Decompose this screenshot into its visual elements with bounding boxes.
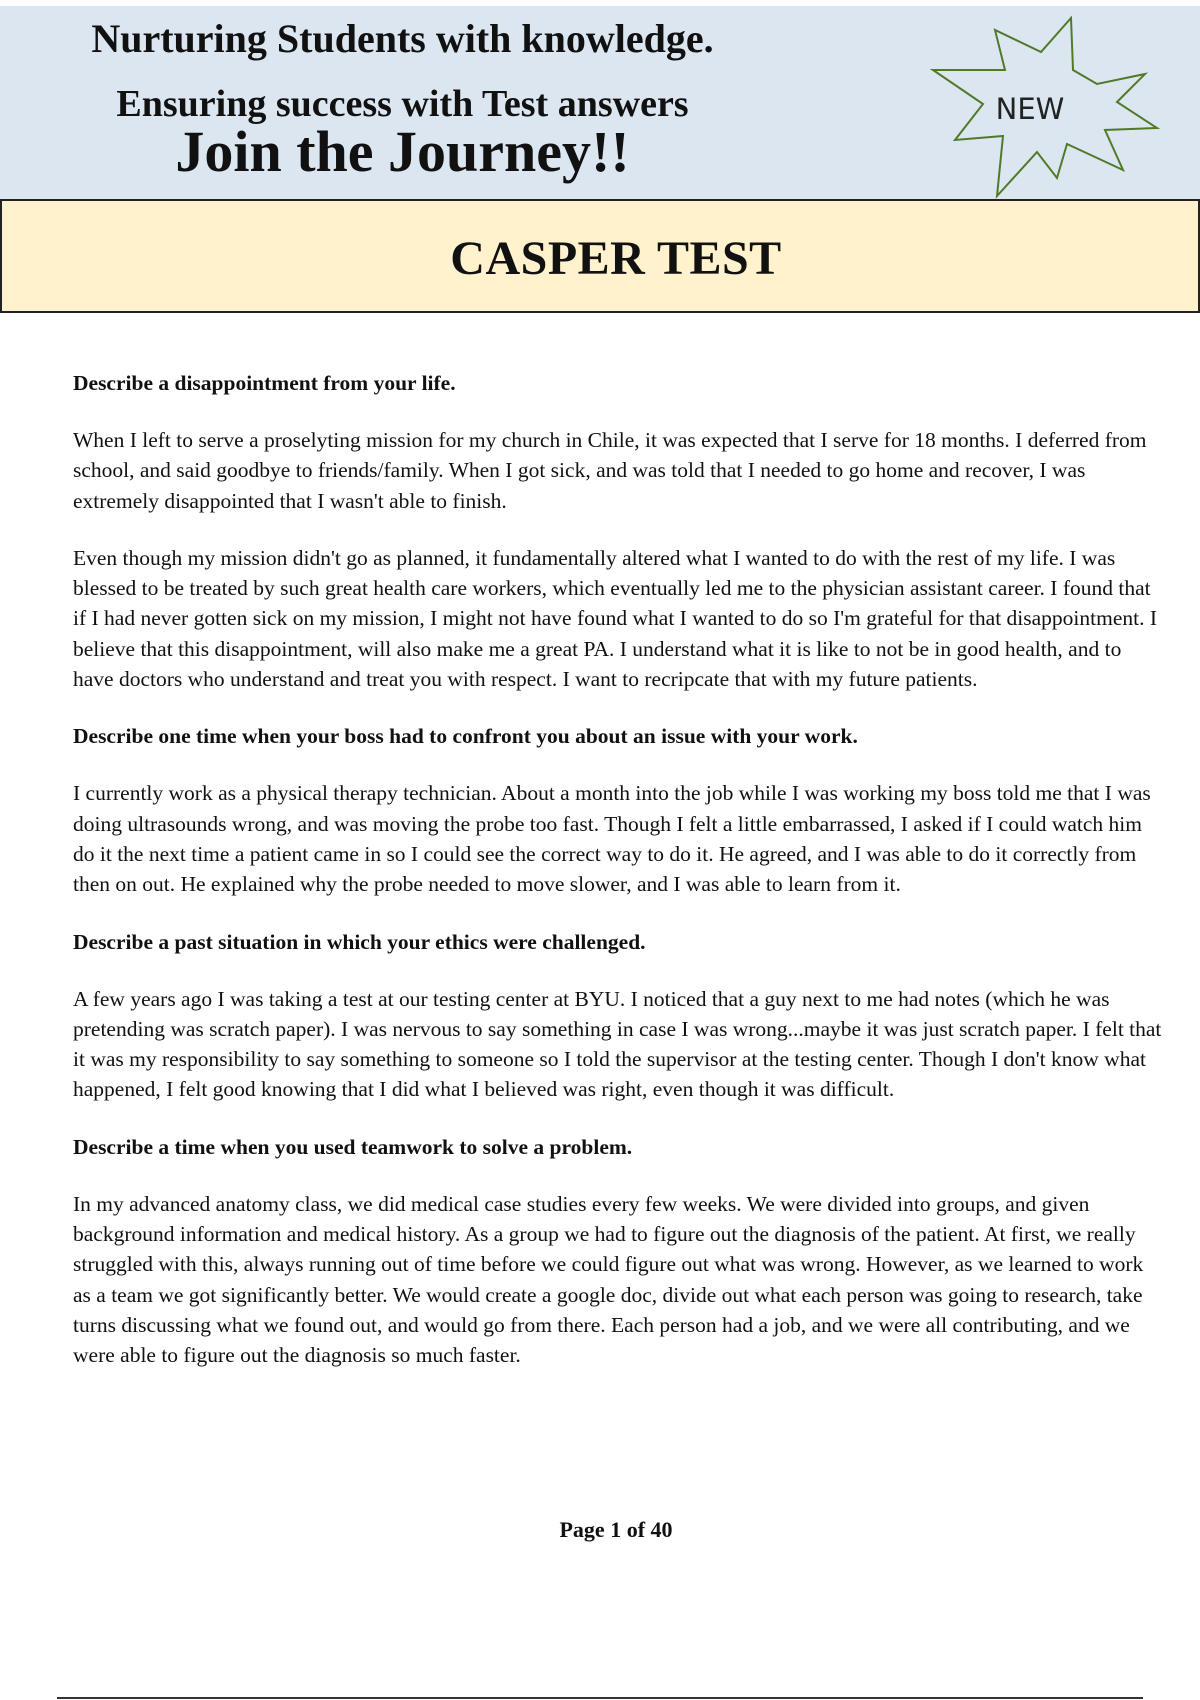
- qa-section: [73, 368, 1163, 694]
- answer-paragraph: A few years ago I was taking a test at our testing center at BYU. I noticed that a guy next to me had notes (which he was pretending was scratch paper). I was nervous to say something in case I was wrong...maybe it was just scratch paper. I felt that it was my responsibility to say something to someone so I told the supervisor at the testing center. Though I don't know what happened, I felt good knowing that I did what I believed was right, even though it was difficult.: [73, 986, 1162, 1102]
- question-heading: Describe a disappointment from your life.: [73, 371, 456, 395]
- question-heading: Describe one time when your boss had to confront you about an issue with your work.: [73, 724, 858, 749]
- qa-section: [73, 1132, 1163, 1371]
- answer-paragraph: In my advanced anatomy class, we did medical case studies every few weeks. We were divided into groups, and given background information and medical history. As a group we had to figure out the diagnosis of the patient. At first, we really struggled with this, always running out of time before we could figure out what was wrong. However, as we learned to work as a team we got significantly better. We would create a google doc, divide out what each person was going to research, take turns discussing what we found out, and would go from there. Each person had a job, and we were all contributing, and we were able to figure out the diagnosis so much faster.: [73, 1191, 1144, 1368]
- new-badge-label: NEW: [995, 92, 1065, 126]
- document-body: [73, 368, 1163, 1398]
- answer-paragraph: I currently work as a physical therapy technician. About a month into the job while I was working my boss told me that I was doing ultrasounds wrong, and was moving the probe too fast. Though I felt a little embarrassed, I asked if I could watch him do it the next time a patient came in so I could see the correct way to do it. He agreed, and I was able to do it correctly from then on out. He explained why the probe needed to move slower, and I was able to learn from it.: [73, 781, 1151, 897]
- page-number: Page 1 of 40: [559, 1517, 673, 1542]
- answer-paragraph: Even though my mission didn't go as planned, it fundamentally altered what I wanted to do with the rest of my life. I was blessed to be treated by such great health care workers, which eventually led me to the physician assistant career. I found that if I had never gotten sick on my mission, I might not have found what I wanted to do so I'm grateful for that disappointment. I believe that this disappointment, will also make me a great PA. I understand what it is like to not be in good health, and to have doctors who understand and treat you with respect. I want to recripcate that with my future patients.: [73, 545, 1158, 692]
- tagline-line-3: Join the Journey!!: [175, 119, 630, 184]
- tagline-line-2: Ensuring success with Test answers: [116, 83, 689, 125]
- qa-section: [73, 721, 1163, 899]
- question-heading: Describe a past situation in which your ethics were challenged.: [73, 929, 646, 954]
- question-heading: Describe a time when you used teamwork to solve a problem.: [73, 1134, 633, 1159]
- qa-section: [73, 927, 1163, 1105]
- answer-paragraph: When I left to serve a proselyting mission for my church in Chile, it was expected that I serve for 18 months. I deferred from school, and said goodbye to friends/family. When I got sick, and was told that I needed to go home and recover, I was extremely disappointed that I wasn't able to finish.: [73, 428, 1147, 513]
- document-title: CASPER TEST: [450, 232, 782, 285]
- tagline-line-1: Nurturing Students with knowledge.: [91, 16, 714, 61]
- footer-divider: [57, 1697, 1143, 1699]
- new-badge: [895, 12, 1165, 202]
- document-title-bar: [0, 201, 1200, 313]
- promo-banner: [0, 6, 1200, 201]
